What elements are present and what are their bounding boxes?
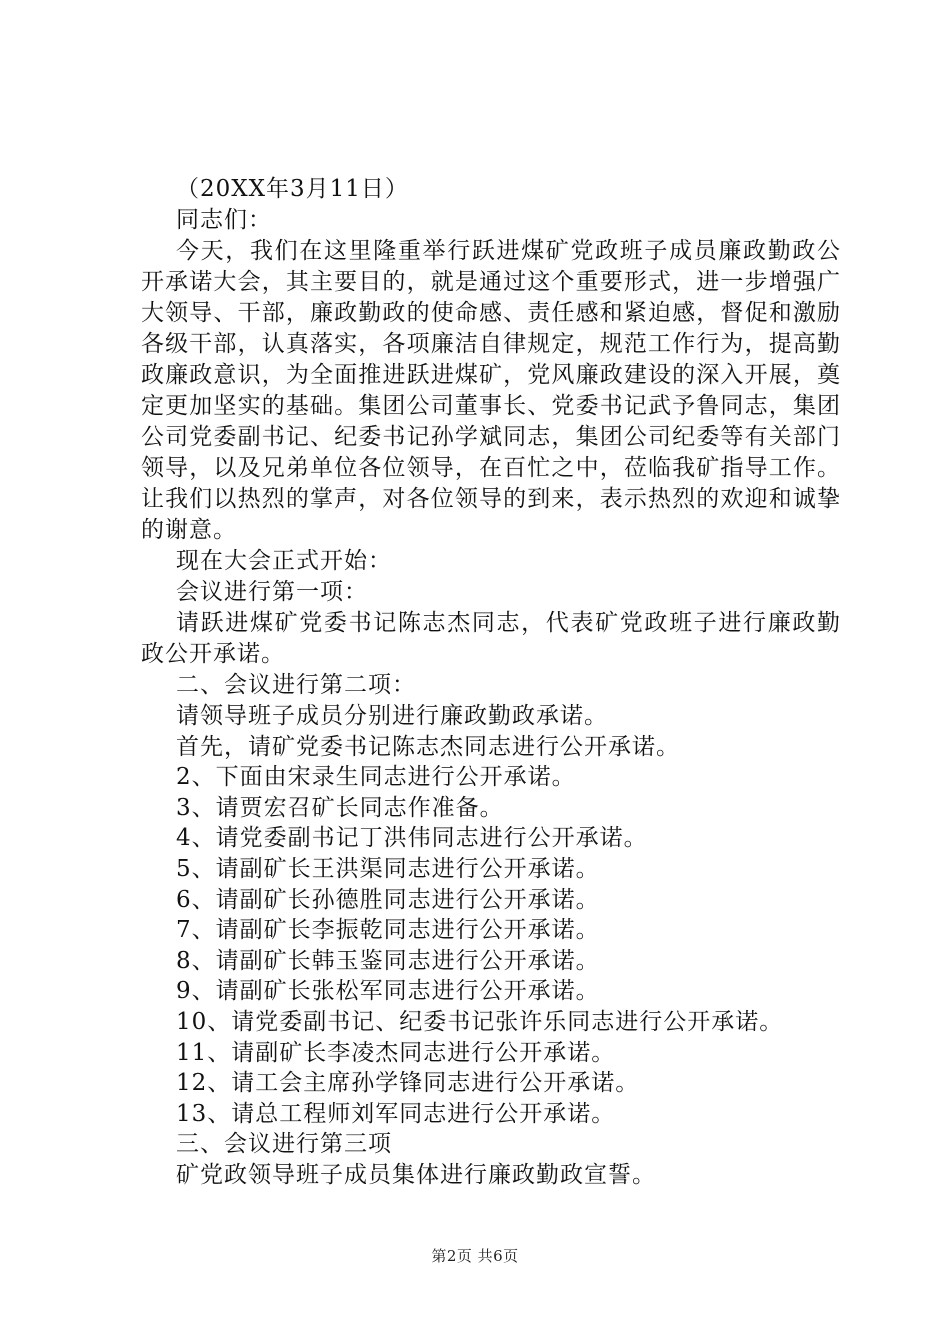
item2-title: 二、会议进行第二项： (176, 672, 416, 698)
list-item: 13、请总工程师刘军同志进行公开承诺。 (176, 1100, 616, 1127)
greeting: 同志们： (176, 207, 272, 233)
item1-body: 请跃进煤矿党委书记陈志杰同志，代表矿党政班子进行廉政勤政公开承诺。 (141, 610, 841, 667)
page-number-label: 第2页 共6页 (431, 1247, 519, 1265)
list-item: 8、请副矿长韩玉鉴同志进行公开承诺。 (176, 947, 600, 974)
meeting-start: 现在大会正式开始： (176, 548, 392, 574)
list-item: 5、请副矿长王洪渠同志进行公开承诺。 (176, 855, 600, 882)
item1-title: 会议进行第一项： (176, 579, 368, 605)
item2-section (141, 701, 841, 1191)
item2-intro: 请领导班子成员分别进行廉政勤政承诺。 (176, 703, 608, 729)
item2-first: 首先，请矿党委书记陈志杰同志进行公开承诺。 (176, 733, 680, 760)
list-item: 3、请贾宏召矿长同志作准备。 (176, 794, 504, 821)
list-item: 10、请党委副书记、纪委书记张许乐同志进行公开承诺。 (176, 1008, 784, 1035)
list-item: 12、请工会主席孙学锋同志进行公开承诺。 (176, 1070, 640, 1097)
list-item: 7、请副矿长李振乾同志进行公开承诺。 (176, 917, 600, 944)
item3-title: 三、会议进行第三项 (176, 1131, 392, 1158)
list-item: 2、下面由宋录生同志进行公开承诺。 (176, 764, 576, 791)
list-item: 11、请副矿长李凌杰同志进行公开承诺。 (176, 1039, 616, 1066)
page-footer (0, 1245, 950, 1266)
date-line: （20XX年3月11日） (176, 176, 409, 202)
document-body (141, 174, 841, 1191)
item3-body: 矿党政领导班子成员集体进行廉政勤政宣誓。 (176, 1161, 656, 1188)
list-item: 4、请党委副书记丁洪伟同志进行公开承诺。 (176, 825, 648, 852)
list-item: 9、请副矿长张松军同志进行公开承诺。 (176, 978, 600, 1005)
intro-paragraph: 今天，我们在这里隆重举行跃进煤矿党政班子成员廉政勤政公开承诺大会，其主要目的，就是通过这个重要形式，进一步增强广大领导、干部，廉政勤政的使命感、责任感和紧迫感，督促和激励各级干部，认真落实，各项廉洁自律规定，规范工作行为，提高勤政廉政意识，为全面推进跃进煤矿，党风廉政建设的深入开展，奠定更加坚实的基础。集团公司董事长、党委书记武予鲁同志，集团公司党委副书记、纪委书记孙学斌同志，集团公司纪委等有关部门领导，以及兄弟单位各位领导，在百忙之中，莅临我矿指导工作。让我们以热烈的掌声，对各位领导的到来，表示热烈的欢迎和诚挚的谢意。 (141, 238, 841, 543)
list-item: 6、请副矿长孙德胜同志进行公开承诺。 (176, 886, 600, 913)
